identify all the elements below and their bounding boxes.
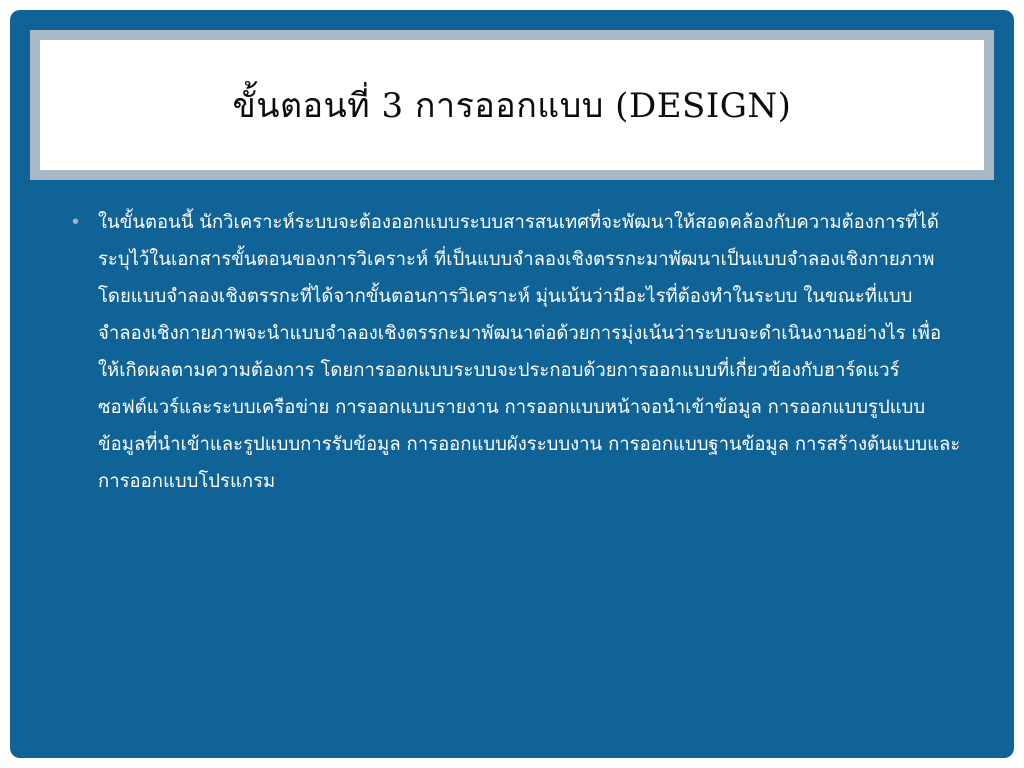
title-frame	[30, 30, 994, 180]
content-area	[72, 204, 962, 500]
bullet-item	[72, 204, 962, 500]
slide-title: ขั้นตอนที่ 3 การออกแบบ (DESIGN)	[232, 86, 792, 126]
title-box	[40, 40, 984, 170]
bullet-marker: •	[72, 211, 80, 233]
slide	[10, 10, 1014, 758]
bullet-text: ในขั้นตอนนี้ นักวิเคราะห์ระบบจะต้องออกแบบระบบสารสนเทศที่จะพัฒนาให้สอดคล้องกับความต้องการที่ได้ระบุไว้ในเอกสารขั้นตอนของการวิเคราะห์ ที่เป็นแบบจำลองเชิงตรรกะมาพัฒนาเป็นแบบจำลองเชิงกายภาพ โดยแบบจำลองเชิงตรรกะที่ได้จากขั้นตอนการวิเคราะห์ มุ่นเน้นว่ามีอะไรที่ต้องทำในระบบ ในขณะที่แบบจำลองเชิงกายภาพจะนำแบบจำลองเชิงตรรกะมาพัฒนาต่อด้วยการมุ่งเน้นว่าระบบจะดำเนินงานอย่างไร เพื่อให้เกิดผลตามความต้องการ โดยการออกแบบระบบจะประกอบด้วยการออกแบบที่เกี่ยวข้องกับฮาร์ดแวร์ ซอฟต์แวร์และระบบเครือข่าย การออกแบบรายงาน การออกแบบหน้าจอนำเข้าข้อมูล การออกแบบรูปแบบข้อมูลที่นำเข้าและรูปแบบการรับข้อมูล การออกแบบผังระบบงาน การออกแบบฐานข้อมูล การสร้างต้นแบบและการออกแบบโปรแกรม	[98, 212, 961, 492]
